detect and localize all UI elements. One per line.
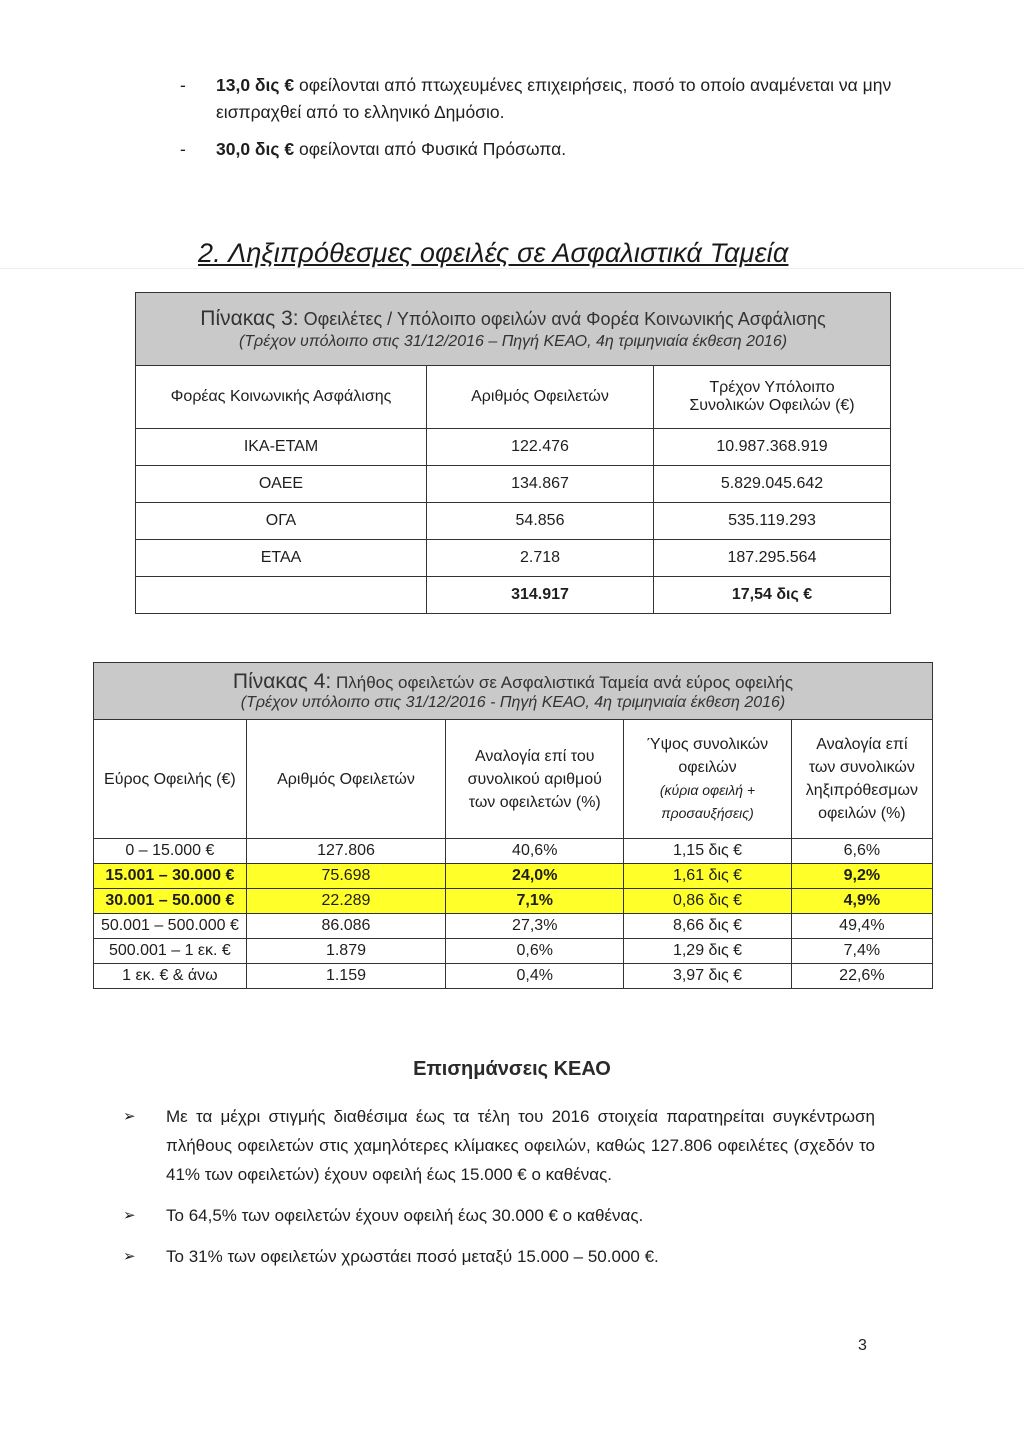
table-subtitle: (Τρέχον υπόλοιπο στις 31/12/2016 – Πηγή ΚΕΑΟ, 4η τριμηνιαία έκθεση 2016) bbox=[238, 333, 788, 350]
cell-fund: ΙΚΑ-ΕΤΑΜ bbox=[136, 429, 427, 466]
table-row bbox=[94, 964, 933, 989]
cell-fund: ΟΓΑ bbox=[136, 503, 427, 540]
divider bbox=[0, 268, 1024, 269]
dash-marker: - bbox=[180, 139, 186, 159]
cell-debtors: 1.879 bbox=[246, 939, 445, 964]
top-bullet-list bbox=[180, 72, 900, 173]
header-note: (κύρια οφειλή + προσαυξήσεις) bbox=[659, 782, 756, 821]
cell-amount-share: 49,4% bbox=[791, 914, 932, 939]
dash-marker: - bbox=[180, 75, 186, 95]
column-header: Φορέας Κοινωνικής Ασφάλισης bbox=[136, 366, 427, 429]
table-row-highlighted bbox=[94, 864, 933, 889]
table-row-highlighted bbox=[94, 889, 933, 914]
cell-range: 15.001 – 30.000 € bbox=[94, 864, 247, 889]
column-header: Αναλογία επί του συνολικού αριθμού των οφειλετών (%) bbox=[446, 720, 624, 839]
note-text: Το 31% των οφειλετών χρωστάει ποσό μεταξύ 15.000 – 50.000 €. bbox=[166, 1247, 659, 1266]
table-label: Πίνακας 4: bbox=[232, 670, 332, 693]
table-title: Πλήθος οφειλετών σε Ασφαλιστικά Ταμεία ανά εύρος οφειλής bbox=[331, 673, 794, 692]
arrow-bullet-icon: ➢ bbox=[123, 1207, 136, 1224]
cell-debtors: 134.867 bbox=[427, 466, 654, 503]
cell-total-debtors: 314.917 bbox=[427, 577, 654, 614]
cell-range: 30.001 – 50.000 € bbox=[94, 889, 247, 914]
cell-balance: 10.987.368.919 bbox=[654, 429, 891, 466]
cell-total-balance: 17,54 δις € bbox=[654, 577, 891, 614]
cell-amount: 1,15 δις € bbox=[624, 839, 791, 864]
cell-debtor-share: 7,1% bbox=[446, 889, 624, 914]
table-row bbox=[94, 914, 933, 939]
cell-balance: 535.119.293 bbox=[654, 503, 891, 540]
cell-debtor-share: 0,4% bbox=[446, 964, 624, 989]
cell-balance: 5.829.045.642 bbox=[654, 466, 891, 503]
cell-debtors: 127.806 bbox=[246, 839, 445, 864]
cell-balance: 187.295.564 bbox=[654, 540, 891, 577]
cell-amount: 1,29 δις € bbox=[624, 939, 791, 964]
cell-debtor-share: 27,3% bbox=[446, 914, 624, 939]
table-title: Οφειλέτες / Υπόλοιπο οφειλών ανά Φορέα Κοινωνικής Ασφάλισης bbox=[298, 309, 826, 329]
cell-amount-share: 9,2% bbox=[791, 864, 932, 889]
cell-amount: 0,86 δις € bbox=[624, 889, 791, 914]
note-text: Το 64,5% των οφειλετών έχουν οφειλή έως 30.000 € ο καθένας. bbox=[166, 1206, 644, 1225]
cell-fund: ΟΑΕΕ bbox=[136, 466, 427, 503]
cell-total-label bbox=[136, 577, 427, 614]
cell-debtors: 86.086 bbox=[246, 914, 445, 939]
table-subtitle: (Τρέχον υπόλοιπο στις 31/12/2016 - Πηγή ΚΕΑΟ, 4η τριμηνιαία έκθεση 2016) bbox=[240, 694, 786, 711]
cell-debtors: 2.718 bbox=[427, 540, 654, 577]
cell-range: 50.001 – 500.000 € bbox=[94, 914, 247, 939]
note-item bbox=[123, 1242, 875, 1271]
bullet-text: οφείλονται από πτωχευμένες επιχειρήσεις, ποσό το οποίο αναμένεται να μην εισπραχθεί από το ελληνικό Δημόσιο. bbox=[216, 75, 892, 122]
cell-debtor-share: 0,6% bbox=[446, 939, 624, 964]
cell-amount-share: 22,6% bbox=[791, 964, 932, 989]
column-header: Τρέχον Υπόλοιπο Συνολικών Οφειλών (€) bbox=[654, 366, 891, 429]
column-header: Εύρος Οφειλής (€) bbox=[94, 720, 247, 839]
notes-list bbox=[123, 1102, 875, 1283]
cell-amount-share: 7,4% bbox=[791, 939, 932, 964]
cell-range: 1 εκ. € & άνω bbox=[94, 964, 247, 989]
column-header: Αναλογία επί των συνολικών ληξιπρόθεσμων οφειλών (%) bbox=[791, 720, 932, 839]
cell-fund: ΕΤΑΑ bbox=[136, 540, 427, 577]
note-item bbox=[123, 1201, 875, 1230]
table-row bbox=[136, 540, 891, 577]
total-row bbox=[136, 577, 891, 614]
cell-amount: 1,61 δις € bbox=[624, 864, 791, 889]
cell-debtors: 22.289 bbox=[246, 889, 445, 914]
bullet-item bbox=[180, 136, 900, 163]
section-title: 2. Ληξιπρόθεσμες οφειλές σε Ασφαλιστικά Ταμεία bbox=[198, 238, 789, 268]
table-caption bbox=[136, 293, 891, 366]
cell-debtors: 54.856 bbox=[427, 503, 654, 540]
table-4 bbox=[93, 662, 933, 989]
table-row bbox=[136, 503, 891, 540]
table-row bbox=[94, 839, 933, 864]
bullet-amount: 13,0 δις € bbox=[216, 75, 295, 95]
table-row bbox=[136, 466, 891, 503]
table-caption bbox=[94, 663, 933, 720]
header-text: Ύψος συνολικών οφειλών bbox=[646, 736, 769, 776]
bullet-amount: 30,0 δις € bbox=[216, 139, 295, 159]
page-number: 3 bbox=[858, 1337, 867, 1354]
cell-amount-share: 6,6% bbox=[791, 839, 932, 864]
column-header bbox=[624, 720, 791, 839]
cell-range: 0 – 15.000 € bbox=[94, 839, 247, 864]
table-label: Πίνακας 3: bbox=[200, 307, 299, 330]
column-header: Αριθμός Οφειλετών bbox=[246, 720, 445, 839]
arrow-bullet-icon: ➢ bbox=[123, 1248, 136, 1265]
cell-debtor-share: 40,6% bbox=[446, 839, 624, 864]
notes-title: Επισημάνσεις ΚΕΑΟ bbox=[413, 1058, 611, 1080]
cell-debtor-share: 24,0% bbox=[446, 864, 624, 889]
note-item bbox=[123, 1102, 875, 1189]
note-text: Με τα μέχρι στιγμής διαθέσιμα έως τα τέλη του 2016 στοιχεία παρατηρείται συγκέντρωση πλήθους οφειλετών στις χαμηλότερες κλίμακες οφειλών, καθώς 127.806 οφειλέτες (σχεδόν το 41% των οφειλετών) έχουν οφειλή έως 15.000 € ο καθένας. bbox=[166, 1107, 875, 1184]
bullet-item bbox=[180, 72, 900, 126]
table-3 bbox=[135, 292, 891, 614]
column-header: Αριθμός Οφειλετών bbox=[427, 366, 654, 429]
cell-debtors: 1.159 bbox=[246, 964, 445, 989]
cell-range: 500.001 – 1 εκ. € bbox=[94, 939, 247, 964]
table-row bbox=[94, 939, 933, 964]
arrow-bullet-icon: ➢ bbox=[123, 1108, 136, 1125]
table-row bbox=[136, 429, 891, 466]
bullet-text: οφείλονται από Φυσικά Πρόσωπα. bbox=[294, 139, 567, 159]
cell-amount-share: 4,9% bbox=[791, 889, 932, 914]
cell-debtors: 75.698 bbox=[246, 864, 445, 889]
cell-amount: 3,97 δις € bbox=[624, 964, 791, 989]
cell-debtors: 122.476 bbox=[427, 429, 654, 466]
cell-amount: 8,66 δις € bbox=[624, 914, 791, 939]
